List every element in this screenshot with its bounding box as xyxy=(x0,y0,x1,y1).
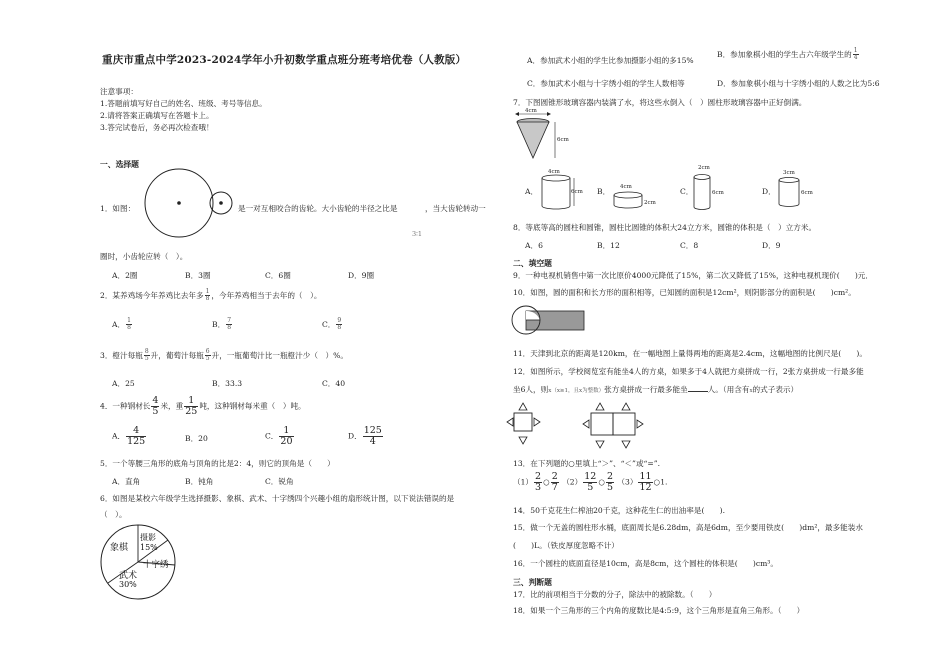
note-item: 3.答完试卷后，务必再次检查哦！ xyxy=(100,123,214,132)
q12-line2: 坐6人，则x（x≥1，且x为整数）张方桌拼成一行最多能坐 人。（用含有x的式子表示） xyxy=(513,385,799,394)
q7-option-d-label: D． xyxy=(762,187,776,196)
q15-line1: 15．做一个无盖的圆柱形水桶，底面周长是6.28dm，高是6dm，至少要用铁皮( )dm²，最多能装水 xyxy=(513,523,863,532)
q3-option-b: B．33.3 xyxy=(212,379,243,388)
q7-option-b-label: B． xyxy=(597,187,611,196)
q1-text: 是一对互相咬合的齿轮。大小齿轮的半径之比是 xyxy=(238,204,398,213)
q15-line2: ( )L。（铁皮厚度忽略不计） xyxy=(513,541,619,550)
q7-option-c-label: C． xyxy=(680,187,694,196)
pie-label-shizixiu: 十字绣 xyxy=(143,560,169,570)
q3-option-a: A．25 xyxy=(112,379,135,388)
q4-option-a: A． $\frac{4}{125}$ xyxy=(112,425,146,447)
q13-stem: 13．在下列题的○里填上“＞”、“＜”或“=”. xyxy=(513,459,661,468)
pie-label-wushu: 武术 xyxy=(119,571,138,581)
cylinder-c xyxy=(690,163,730,215)
q8-option-c: C．8 xyxy=(680,241,699,250)
q2-option-b: B． $\frac{7}{8}$ xyxy=(212,317,232,332)
pie-label-sheying-pct: 15% xyxy=(140,543,158,552)
q4-option-d: D． $\frac{125}{4}$ xyxy=(348,425,382,447)
q13-items: （1） $\frac{2}{3}$ ○ $\frac{2}{7}$ （2） $\frac{12}{5}$ ○ $\frac{2}{5}$ （3） $\frac{11}{12}$ ○1. xyxy=(513,471,668,493)
svg-text:4cm: 4cm xyxy=(620,184,632,190)
q6-option-c: C．参加武术小组与十字绣小组的学生人数相等 xyxy=(527,79,685,88)
q1-option-c: C．6圈 xyxy=(265,271,291,280)
section-heading: 三、判断题 xyxy=(513,578,552,587)
q5-option-c: C．锐角 xyxy=(265,477,294,486)
q6-option-d: D．参加象棋小组与十字绣小组的人数之比为5:6 xyxy=(717,79,880,88)
q3-stem: 3．橙汁每瓶 $\frac{8}{5}$ 升，葡萄汁每瓶 $\frac{6}{5}$ 升，一瓶葡萄汁比一瓶橙汁少（ ）%。 xyxy=(100,348,348,363)
q8-stem: 8．等底等高的圆柱和圆锥，圆柱比圆锥的体积大24立方米，圆锥的体积是（ ）立方米。 xyxy=(513,223,817,232)
cylinder-d xyxy=(775,168,820,213)
cylinder-a xyxy=(540,168,590,213)
svg-text:6cm: 6cm xyxy=(712,190,724,196)
svg-text:2cm: 2cm xyxy=(698,165,710,171)
gear-figure xyxy=(140,165,240,247)
svg-text:3cm: 3cm xyxy=(783,170,795,176)
cone-height-label: 6cm xyxy=(557,137,569,143)
q1-prefix: 1．如图： xyxy=(100,204,136,213)
q2-option-c: C． $\frac{9}{8}$ xyxy=(322,317,342,332)
page-title: 重庆市重点中学2023-2024学年小升初数学重点班分班考培优卷（人教版） xyxy=(102,54,467,66)
svg-text:6cm: 6cm xyxy=(801,190,813,196)
q1-option-d: D．9圈 xyxy=(348,271,375,280)
cone-diameter-label: 4cm xyxy=(525,108,537,114)
pie-label-sheying: 摄影 xyxy=(140,533,156,542)
table-figure xyxy=(512,400,662,455)
q1-line2: 圈时，小齿轮应转（ ）。 xyxy=(100,252,188,261)
q8-option-b: B．12 xyxy=(597,241,620,250)
q5-option-a: A．直角 xyxy=(112,477,141,486)
section-heading: 二、填空题 xyxy=(513,259,552,268)
q8-option-d: D．9 xyxy=(762,241,781,250)
note-item: 1.答题前填写好自己的姓名、班级、考号等信息。 xyxy=(100,99,267,108)
q6-blank: （ ）。 xyxy=(100,510,127,519)
pie-label-xiangqi: 象棋 xyxy=(110,543,129,553)
q2-option-a: A． $\frac{1}{8}$ xyxy=(112,317,131,332)
q6-option-b: B．参加象棋小组的学生占六年级学生的 $\frac{1}{4}$ xyxy=(717,47,858,62)
q7-stem: 7．下图圆锥形玻璃容器内装满了水，将这些水倒入（ ）圆柱形玻璃容器中正好倒满。 xyxy=(513,98,807,107)
q11-stem: 11．天津到北京的距离是120km，在一幅地图上量得两地的距离是2.4cm，这幅地图的比例尺是( )。 xyxy=(513,349,867,358)
q12-line1: 12．如图所示，学校阅览室有能坐4人的方桌，如果多于4人就把方桌拼成一行，2张方桌拼成一行最多能 xyxy=(513,367,864,376)
svg-text:2cm: 2cm xyxy=(644,200,656,206)
note-item: 2.请将答案正确填写在答题卡上。 xyxy=(100,111,214,120)
svg-text:6cm: 6cm xyxy=(571,189,583,195)
q9-stem: 9．一种电视机销售中第一次比原价4000元降低了15%，第二次又降低了15%，这种电视机现价( )元． xyxy=(513,271,873,280)
q3-option-c: C．40 xyxy=(322,379,346,388)
q10-stem: 10．如图，圆的面积和长方形的面积相等，已知圆的面积是12cm²，则阴影部分的面积是( )cm²。 xyxy=(513,288,856,297)
circle-rect-figure xyxy=(512,304,592,336)
q1-ratio: 3∶1 xyxy=(412,230,422,238)
q8-option-a: A．6 xyxy=(525,241,543,250)
q16-stem: 16．一个圆柱的底面直径是10cm，高是8cm，这个圆柱的体积是( )cm³。 xyxy=(513,559,778,568)
q2-stem: 2．某养鸡场今年养鸡比去年多 $\frac{1}{8}$ ，今年养鸡相当于去年的（ ）。 xyxy=(100,288,322,303)
q14-stem: 14．50千克花生仁榨油20千克，这种花生仁的出油率是( ). xyxy=(513,506,725,515)
notes-heading: 注意事项： xyxy=(100,87,138,96)
q4-stem: 4．一种钢材长 $\frac{4}{5}$ 米，重 $\frac{1}{25}$ 吨，这种钢材每米重（ ）吨。 xyxy=(100,395,306,417)
q6-option-a: A．参加武术小组的学生比参加摄影小组的多15% xyxy=(527,56,694,65)
q4-option-b: B．20 xyxy=(185,434,208,443)
q5-stem: 5．一个等腰三角形的底角与顶角的比是2：4，则它的顶角是（ ） xyxy=(100,459,335,468)
q1-option-a: A．2圈 xyxy=(112,271,138,280)
q17-stem: 17．比的前项相当于分数的分子，除法中的被除数。（ ） xyxy=(513,590,717,599)
pie-label-wushu-pct: 30% xyxy=(119,580,137,589)
pie-chart xyxy=(100,522,180,602)
q5-option-b: B．钝角 xyxy=(185,477,214,486)
q7-option-a-label: A． xyxy=(525,187,539,196)
q1-tail: ，当大齿轮转动一 xyxy=(425,204,486,213)
q18-stem: 18．如果一个三角形的三个内角的度数比是4:5:9，这个三角形是直角三角形。（ ） xyxy=(513,606,805,615)
q6-stem: 6．如图是某校六年级学生选择摄影、象棋、武术、十字绣四个兴趣小组的扇形统计图，以下说法错误的是 xyxy=(100,494,455,503)
q4-option-c: C． $\frac{1}{20}$ xyxy=(265,425,293,447)
cylinder-b xyxy=(612,182,657,212)
svg-text:4cm: 4cm xyxy=(548,169,560,175)
section-heading: 一、选择题 xyxy=(100,160,139,169)
q1-option-b: B．3圈 xyxy=(185,271,211,280)
cone-figure xyxy=(515,108,575,166)
